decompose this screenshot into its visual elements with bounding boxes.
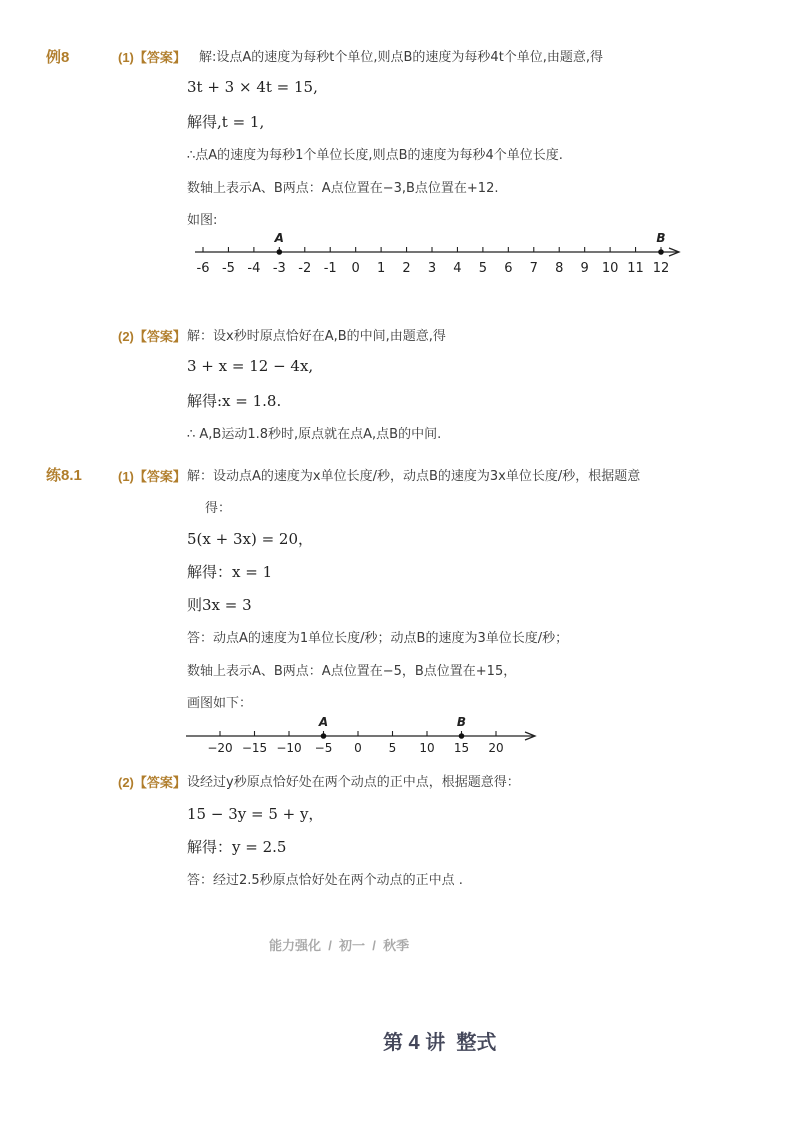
tick-label: 6	[504, 261, 513, 276]
tick-label: 20	[488, 741, 504, 755]
answer-tag: (1)【答案】	[118, 50, 186, 65]
page-footer: 能力强化 / 初一 / 秋季	[269, 938, 410, 953]
solution-line: ∴ A,B运动1.8秒时,原点就在点A,点B的中间.	[187, 427, 442, 442]
equation: 解得：y = 2.5	[187, 838, 287, 856]
number-line-1	[190, 228, 690, 280]
solution-line: 得：	[205, 501, 232, 516]
page-title: 第 4 讲 整式	[383, 1032, 497, 1054]
example-label: 例8	[46, 49, 70, 66]
tick-label: 8	[555, 261, 564, 276]
tick-label: -3	[272, 261, 286, 276]
point-b-dot	[459, 733, 465, 739]
solution-line: 画图如下：	[187, 696, 253, 711]
tick-label: 12	[652, 261, 670, 276]
tick-label: 9	[580, 261, 589, 276]
tick-label: −5	[314, 741, 333, 755]
tick-label: −15	[241, 741, 268, 755]
tick-label: 11	[627, 261, 644, 276]
example-label: 练8.1	[46, 467, 82, 484]
tick-label: 5	[478, 261, 488, 276]
equation: 解得:x = 1.8.	[187, 392, 282, 410]
solution-line: 如图:	[187, 213, 218, 228]
point-b-label: B	[656, 231, 666, 245]
point-b-label: B	[456, 715, 467, 729]
solution-line: ∴点A的速度为每秒1个单位长度,则点B的速度为每秒4个单位长度.	[187, 148, 563, 163]
equation: 解得：x = 1	[187, 563, 273, 581]
answer-tag: (2)【答案】	[118, 775, 186, 790]
tick-label: -6	[196, 261, 210, 276]
point-a-label: A	[318, 715, 329, 729]
number-line-2	[180, 710, 550, 762]
point-a-dot	[321, 733, 327, 739]
answer-tag: (2)【答案】	[118, 329, 186, 344]
tick-label: 0	[354, 741, 362, 755]
tick-label: −10	[276, 741, 302, 755]
tick-label: 1	[376, 261, 386, 276]
tick-label: 2	[402, 261, 411, 276]
tick-label: -1	[323, 261, 337, 276]
tick-label: 3	[427, 261, 437, 276]
equation: 5(x + 3x) = 20，	[187, 530, 314, 548]
equation: 15 − 3y = 5 + y，	[187, 805, 324, 823]
tick-label: 7	[529, 261, 538, 276]
solution-line: 解：设x秒时原点恰好在A,B的中间,由题意,得	[187, 329, 446, 344]
point-a-label: A	[274, 231, 284, 245]
solution-line: 解：设动点A的速度为x单位长度/秒，动点B的速度为3x单位长度/秒，根据题意	[187, 469, 641, 484]
tick-label: 15	[453, 741, 470, 755]
tick-label: −20	[207, 741, 233, 755]
answer-tag: (1)【答案】	[118, 469, 186, 484]
solution-line: 答：经过2.5秒原点恰好处在两个动点的正中点 .	[187, 873, 463, 888]
equation: 则3x = 3	[187, 596, 252, 614]
tick-label: 10	[601, 261, 619, 276]
point-b-dot	[658, 249, 664, 255]
equation: 3 + x = 12 − 4x,	[187, 357, 314, 375]
tick-label: 4	[453, 261, 462, 276]
equation: 3t + 3 × 4t = 15,	[187, 78, 318, 96]
solution-line: 数轴上表示A、B两点：A点位置在−3,B点位置在+12.	[187, 181, 499, 196]
tick-label: 5	[388, 741, 397, 755]
tick-label: -2	[298, 261, 312, 276]
tick-label: 10	[419, 741, 435, 755]
solution-line: 数轴上表示A、B两点：A点位置在−5，B点位置在+15，	[187, 664, 517, 679]
tick-label: -5	[221, 261, 235, 276]
solution-line: 设经过y秒原点恰好处在两个动点的正中点，根据题意得：	[187, 775, 520, 790]
solution-line: 解:设点A的速度为每秒t个单位,则点B的速度为每秒4t个单位,由题意,得	[199, 50, 604, 65]
equation: 解得,t = 1,	[187, 113, 265, 131]
point-a-dot	[277, 249, 283, 255]
solution-line: 答：动点A的速度为1单位长度/秒；动点B的速度为3单位长度/秒；	[187, 631, 569, 646]
tick-label: 0	[351, 261, 360, 276]
tick-label: -4	[247, 261, 261, 276]
